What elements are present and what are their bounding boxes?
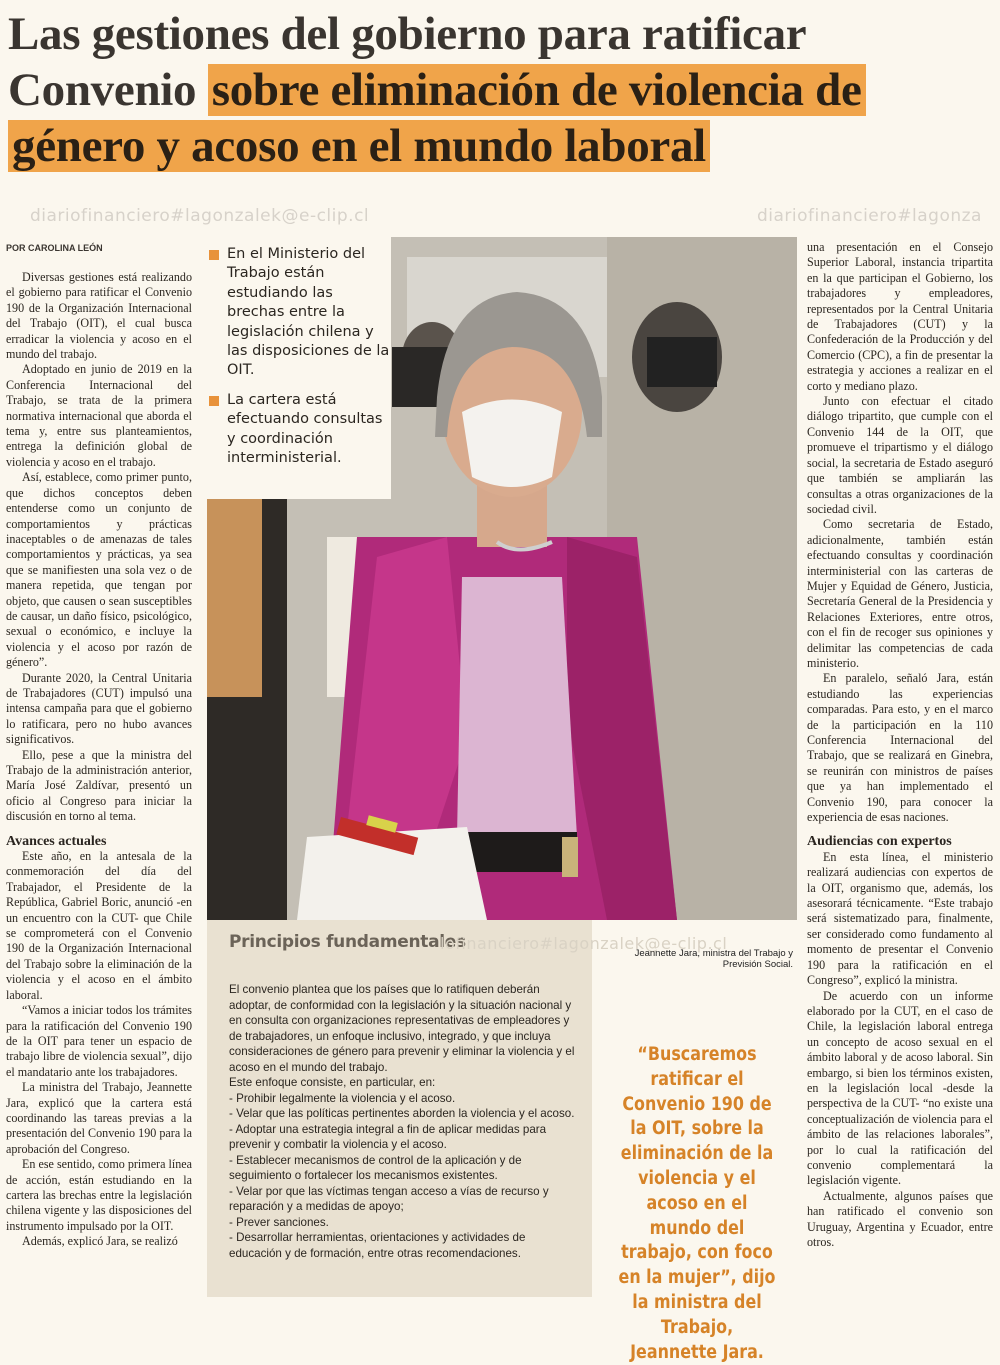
paragraph: Este año, en la antesala de la conmemoración del día del Trabajador, el Presidente de la República, Gabriel Boric, anunció -en un encuentro con la CUT- que Chile se comprometerá con el Convenio 190 de la Organización Internacional del Trabajo sobre la eliminación de la violencia y el acoso en el ámbito laboral.: [6, 849, 192, 1002]
watermark-right: diariofinanciero#lagonza: [757, 206, 982, 226]
sidebar-line: - Velar que las políticas pertinentes aborden la violencia y el acoso.: [229, 1107, 575, 1120]
photo-caption: [603, 948, 793, 970]
paragraph: Así, establece, como primer punto, que dichos conceptos deben entenderse como un conjunto de comportamientos y prácticas inaceptables o de amenazas de tales comportamientos y prácticas, ya sea que se manifiesten una sola vez o de manera repetida, que tengan por objeto, que causen o sean susceptibles de causar, un daño físico, psicológico, sexual o económico, e incluye la violencia y el acoso por razón de género”.: [6, 470, 192, 670]
highlight-item: [207, 245, 391, 381]
sidebar-line: - Velar por que las víctimas tengan acceso a vías de recurso y reparación y a medidas de apoyo;: [229, 1184, 549, 1213]
sidebar-line: - Desarrollar herramientas, orientaciones y actividades de educación y de formación, entre otras recomendaciones.: [229, 1231, 526, 1260]
caption-line: Previsión Social.: [722, 959, 793, 970]
paragraph: Ello, pese a que la ministra del Trabajo de la administración anterior, María José Zaldívar, presentó un oficio al Congreso para iniciar la discusión en torno al tema.: [6, 747, 192, 824]
sidebar-line: - Prohibir legalmente la violencia y el acoso.: [229, 1091, 456, 1105]
paragraph: La ministra del Trabajo, Jeannette Jara, explicó que la cartera está coordinando las tareas previas a la presentación del Convenio 190 para la aprobación del Congreso.: [6, 1080, 192, 1156]
sidebar-line: El convenio plantea que los países que lo ratifiquen deberán adoptar, de conformidad con la legislación y la situación nacional y en consulta con organizaciones representativas de empleadores y de trabajadores, un enfoque inclusivo, integrado, y que incluya consideraciones de género para prevenir y eliminar la violencia y el acoso en el mundo del trabajo.: [229, 983, 575, 1074]
paragraph: En paralelo, señaló Jara, están estudiando las experiencias comparadas. Para esto, y en el marco de la participación en la 110 Conferencia Internacional del Trabajo, que se realizará en Ginebra, se reunirán con ministros de países que ya han implementado el Convenio 190, para conocer la experiencia de esas naciones.: [807, 671, 993, 825]
headline: [8, 6, 993, 174]
sidebar-title: Principios fundamentales: [229, 932, 466, 952]
watermark-left: diariofinanciero#lagonzalek@e-clip.cl: [30, 206, 370, 226]
byline: POR CAROLINA LEÓN: [6, 243, 103, 253]
orange-square-icon: [209, 250, 219, 260]
sidebar-line: Este enfoque consiste, en particular, en:: [229, 1076, 436, 1089]
paragraph: De acuerdo con un informe elaborado por la CUT, en el caso de Chile, la legislación laboral entrega un concepto de acoso sexual en el ámbito laboral y de acoso laboral. Sin embargo, si bien los términos existen, en la legislación local -desde la perspectiva de la CUT- “no existe una conceptualización de violencia para el ámbito de las relaciones laborales”, por lo cual la ratificación del convenio complementará la legislación vigente.: [807, 988, 993, 1188]
subhead-avances: Avances actuales: [6, 833, 107, 849]
caption-line: Jeannette Jara, ministra del Trabajo y: [634, 948, 793, 959]
highlights-box: [207, 237, 391, 499]
column-left: [6, 270, 192, 1250]
paragraph: En ese sentido, como primera línea de acción, están estudiando en la cartera las brechas entre la legislación chilena vigente y las disposiciones del instrumento impulsado por la OIT.: [6, 1157, 192, 1233]
paragraph: Como secretaria de Estado, adicionalmente, también están efectuando consultas y coordinación interministerial con las carteras de Mujer y Equidad de Género, Justicia, Secretaría General de la Presidencia y Relaciones Exteriores, entre otros, con el fin de recoger sus opiniones y delimitar las competencias de cada ministerio.: [807, 517, 993, 670]
pull-quote: “Buscaremos ratificar el Convenio 190 de la OIT, sobre la eliminación de la violencia y el acoso en el mundo del trabajo, con foco en la mujer”, dijo la ministra del Trabajo, Jeannette Jara.: [618, 1044, 776, 1363]
subhead-audiencias: Audiencias con expertos: [807, 834, 952, 850]
paragraph: Adoptado en junio de 2019 en la Conferencia Internacional del Trabajo, se trata de la primera normativa internacional que aborda el tema y, entre sus planteamientos, entrega la definición global de violencia y acoso en el trabajo.: [6, 362, 192, 469]
paragraph: una presentación en el Consejo Superior Laboral, instancia tripartita en la que participan el Gobierno, los trabajadores y empleadores, representados por la Central Unitaria de Trabajadores (CUT) y la Confederación de la Producción y del Comercio (CPC), a fin de presentar la estrategia y acciones a realizar en el corto y mediano plazo.: [807, 240, 993, 393]
sidebar-line: - Establecer mecanismos de control de la aplicación y de seguimiento o fortalecer los mecanismos existentes.: [229, 1153, 522, 1182]
paragraph: Además, explicó Jara, se realizó: [22, 1234, 178, 1249]
headline-highlight: sobre eliminación de violencia de género y acoso en el mundo laboral: [8, 64, 866, 172]
orange-square-icon: [209, 396, 219, 406]
sidebar-line: - Prever sanciones.: [229, 1215, 329, 1229]
column-right: [807, 240, 993, 1250]
sidebar-line: - Adoptar una estrategia integral a fin de aplicar medidas para prevenir y combatir la violencia y el acoso.: [229, 1122, 547, 1151]
highlight-item: [207, 391, 391, 469]
paragraph: Actualmente, algunos países que han ratificado el convenio son Uruguay, Argentina y Ecuador, entre otros.: [807, 1188, 993, 1249]
highlight-text: La cartera está efectuando consultas y coordinación interministerial.: [227, 391, 383, 467]
paragraph: Durante 2020, la Central Unitaria de Trabajadores (CUT) impulsó una intensa campaña para que el gobierno lo ratificara, pero no hubo avances significativos.: [6, 670, 192, 747]
paragraph: Diversas gestiones está realizando el gobierno para ratificar el Convenio 190 de la Organización Internacional del Trabajo (OIT), el cual busca erradicar la violencia y acoso en el mundo del trabajo.: [6, 270, 192, 362]
sidebar-principios: [207, 920, 592, 1297]
headline-plain: Las gestiones del gobierno para ratificar Convenio: [8, 8, 806, 116]
paragraph: Junto con efectuar el citado diálogo tripartito, que cumple con el Convenio 144 de la OIT, que promueve el tripartismo y el diálogo social, la secretaria de Estado aseguró que también se ampliarán las consultas a otras organizaciones de la sociedad civil.: [807, 394, 993, 516]
highlight-text: En el Ministerio del Trabajo están estudiando las brechas entre la legislación chilena y las disposiciones de la OIT.: [227, 246, 390, 379]
sidebar-body: [229, 982, 580, 1261]
watermark-box: lofinanciero#lagonzalek@e-clip.cl: [440, 934, 728, 953]
paragraph: “Vamos a iniciar todos los trámites para la ratificación del Convenio 190 de la OIT para tener un espacio de trabajo libre de violencia sexual”, dijo el mandatario ante los trabajadores.: [6, 1003, 192, 1079]
paragraph: En esta línea, el ministerio realizará audiencias con expertos de la OIT, organismo que, además, los asesorará técnicamente. “Este trabajo será sistematizado para, finalmente, ser considerado como fundamento al momento de presentar el Convenio 190 para la ratificación en el Congreso”, explicó la ministra.: [807, 849, 993, 988]
